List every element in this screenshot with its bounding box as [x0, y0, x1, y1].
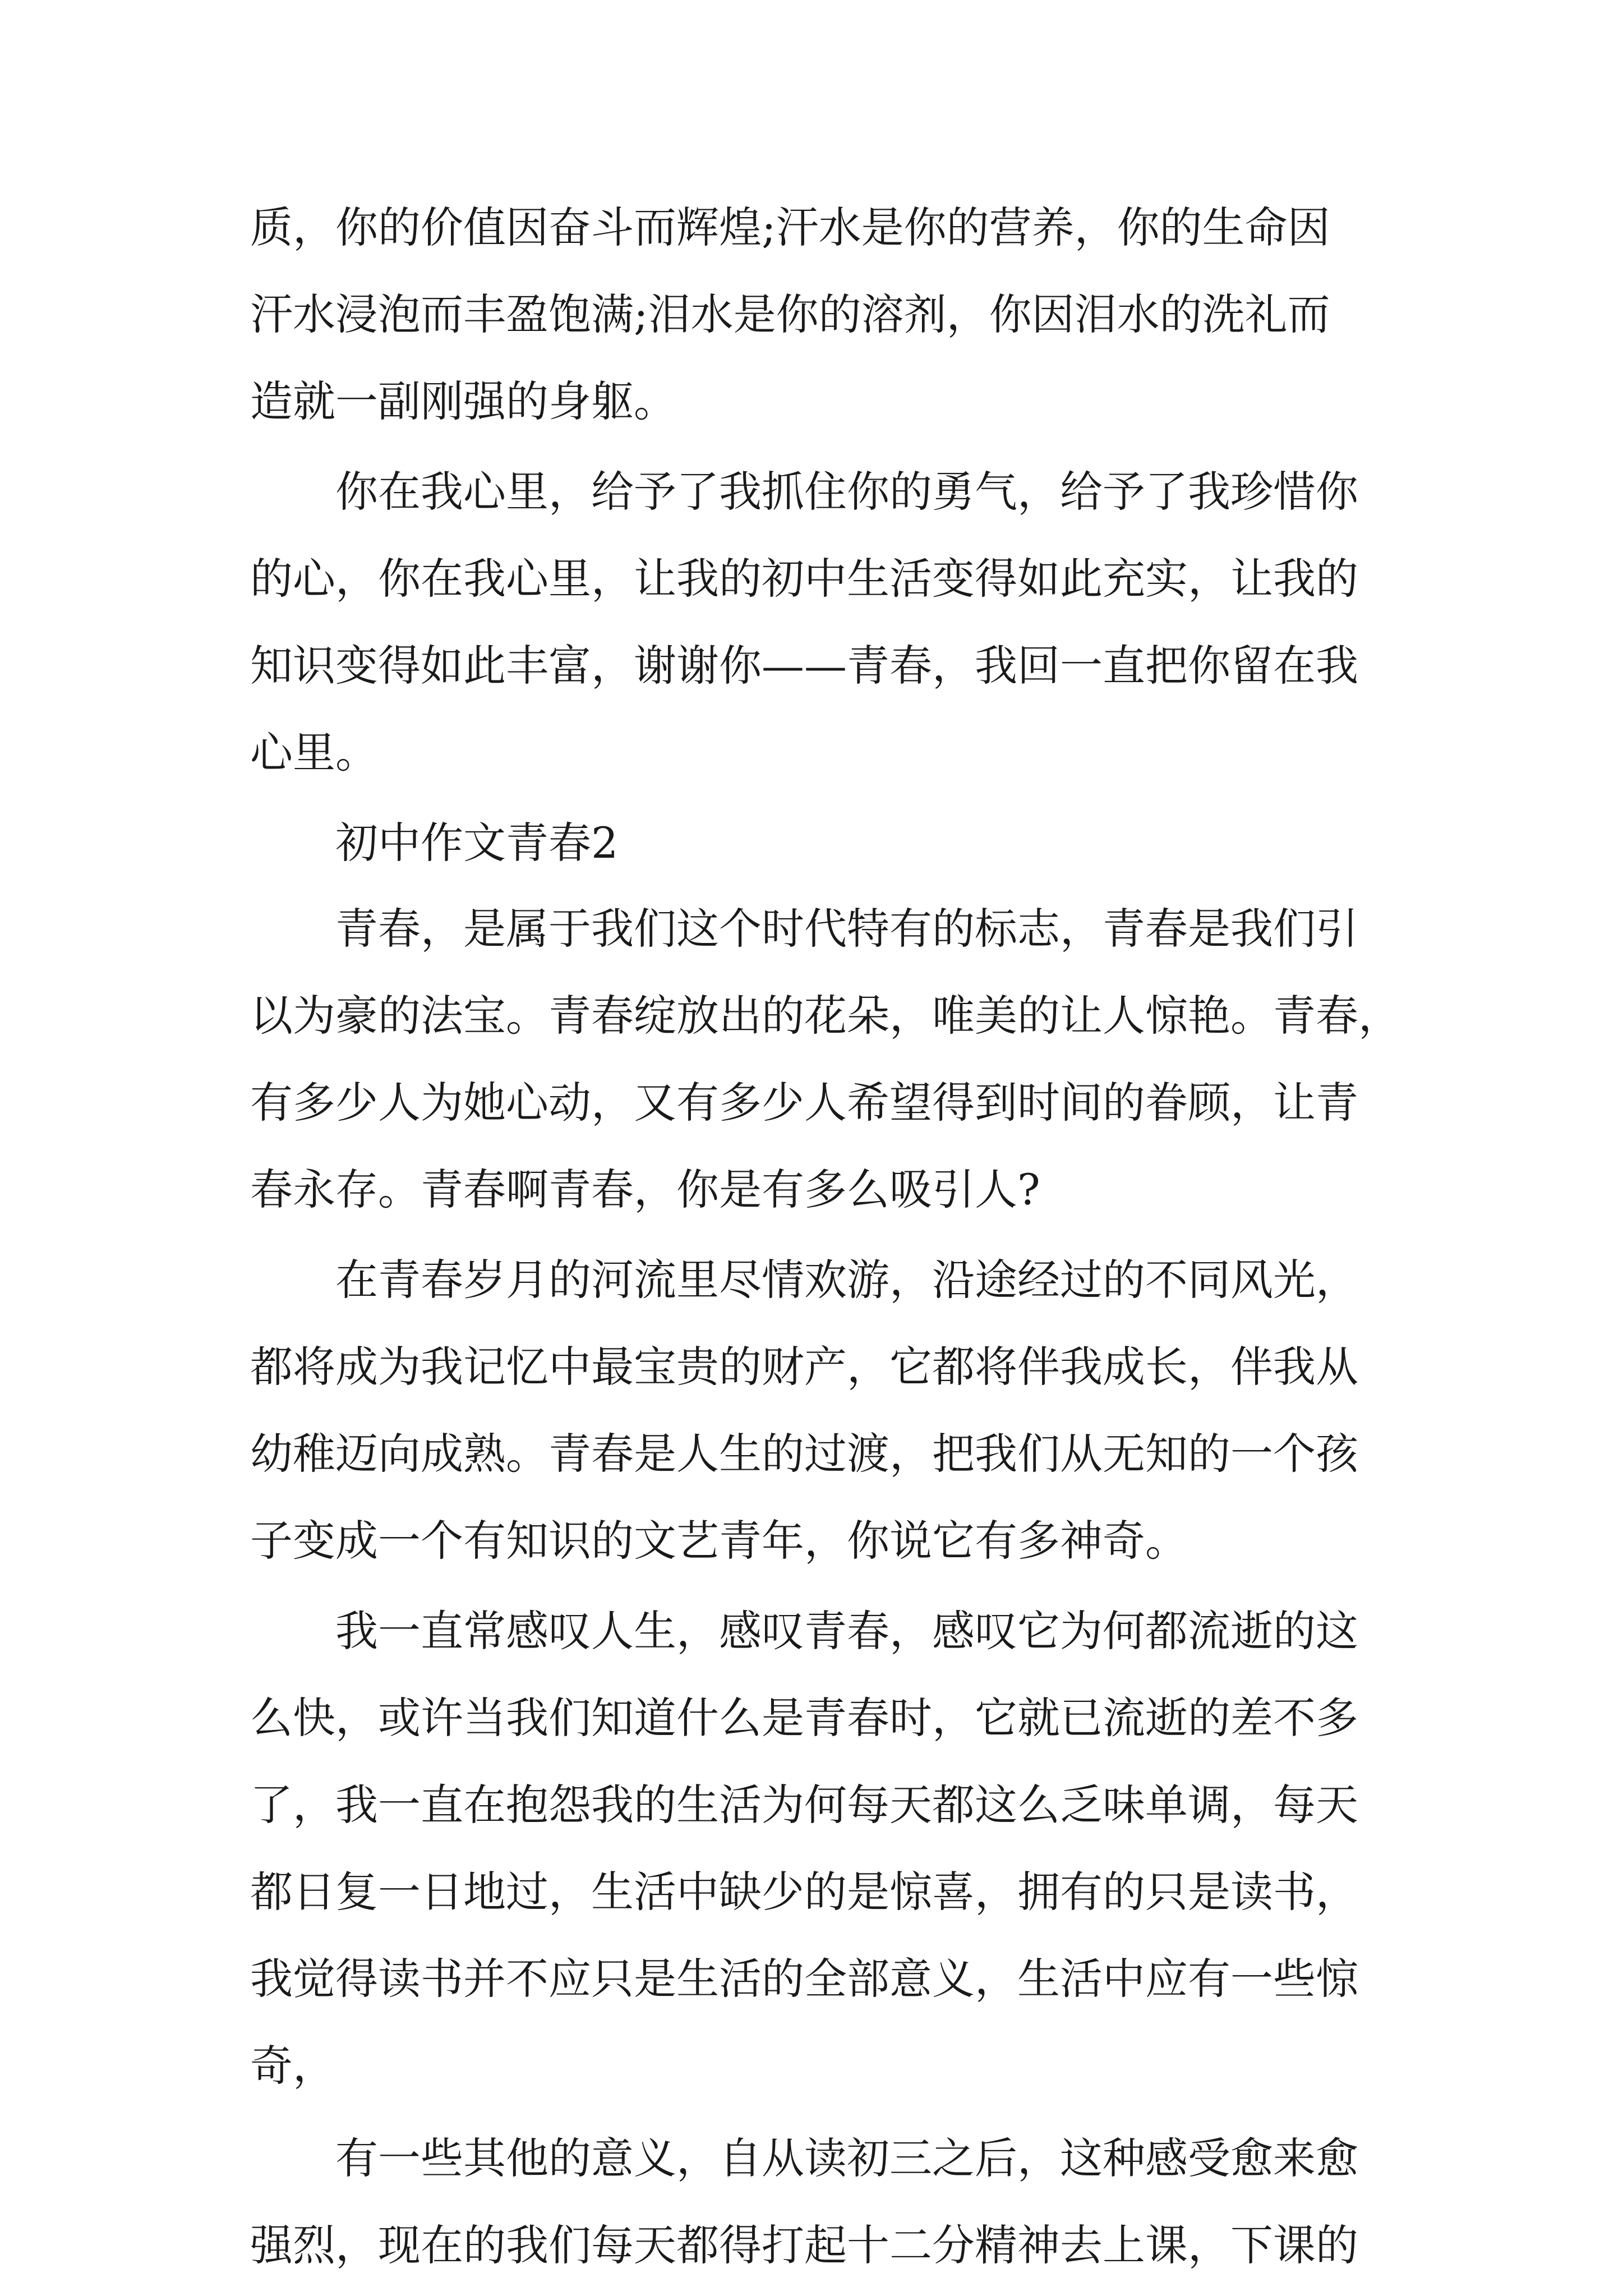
- text-line: 汗水浸泡而丰盈饱满;泪水是你的溶剂，你因泪水的洗礼而: [250, 289, 1330, 339]
- text-line: 我觉得读书并不应只是生活的全部意义，生活中应有一些惊: [250, 1954, 1358, 2004]
- paragraph-first-line: 青春，是属于我们这个时代特有的标志，青春是我们引: [335, 904, 1358, 954]
- text-line: 都将成为我记忆中最宝贵的财产，它都将伴我成长，伴我从: [250, 1342, 1358, 1392]
- text-line: 强烈，现在的我们每天都得打起十二分精神去上课，下课的: [250, 2220, 1358, 2270]
- text-line: 心里。: [250, 728, 378, 777]
- text-line: 造就一副刚强的身躯。: [250, 376, 676, 426]
- text-line: 么快，或许当我们知道什么是青春时，它就已流逝的差不多: [250, 1693, 1358, 1743]
- text-line: 质，你的价值因奋斗而辉煌;汗水是你的营养，你的生命因: [250, 203, 1330, 252]
- text-line: 以为豪的法宝。青春绽放出的花朵，唯美的让人惊艳。青春，: [250, 991, 1401, 1041]
- text-line: 的心，你在我心里，让我的初中生活变得如此充实，让我的: [250, 554, 1358, 604]
- paragraph-first-line: 你在我心里，给予了我抓住你的勇气，给予了我珍惜你: [335, 467, 1358, 517]
- paragraph-first-line: 在青春岁月的河流里尽情欢游，沿途经过的不同风光，: [335, 1255, 1358, 1305]
- text-line: 春永存。青春啊青春，你是有多么吸引人?: [250, 1165, 1040, 1214]
- text-line: 幼稚迈向成熟。青春是人生的过渡，把我们从无知的一个孩: [250, 1429, 1358, 1479]
- text-line: 了，我一直在抱怨我的生活为何每天都这么乏味单调，每天: [250, 1780, 1358, 1830]
- text-line: 奇，: [250, 2041, 335, 2091]
- section-heading: 初中作文青春2: [335, 818, 619, 868]
- paragraph-first-line: 有一些其他的意义，自从读初三之后，这种感受愈来愈: [335, 2133, 1358, 2183]
- text-line: 知识变得如此丰富，谢谢你——青春，我回一直把你留在我: [250, 641, 1358, 691]
- text-line: 都日复一日地过，生活中缺少的是惊喜，拥有的只是读书，: [250, 1867, 1358, 1917]
- text-line: 子变成一个有知识的文艺青年，你说它有多神奇。: [250, 1516, 1188, 1566]
- text-line: 有多少人为她心动，又有多少人希望得到时间的眷顾，让青: [250, 1078, 1358, 1128]
- paragraph-first-line: 我一直常感叹人生，感叹青春，感叹它为何都流逝的这: [335, 1606, 1358, 1656]
